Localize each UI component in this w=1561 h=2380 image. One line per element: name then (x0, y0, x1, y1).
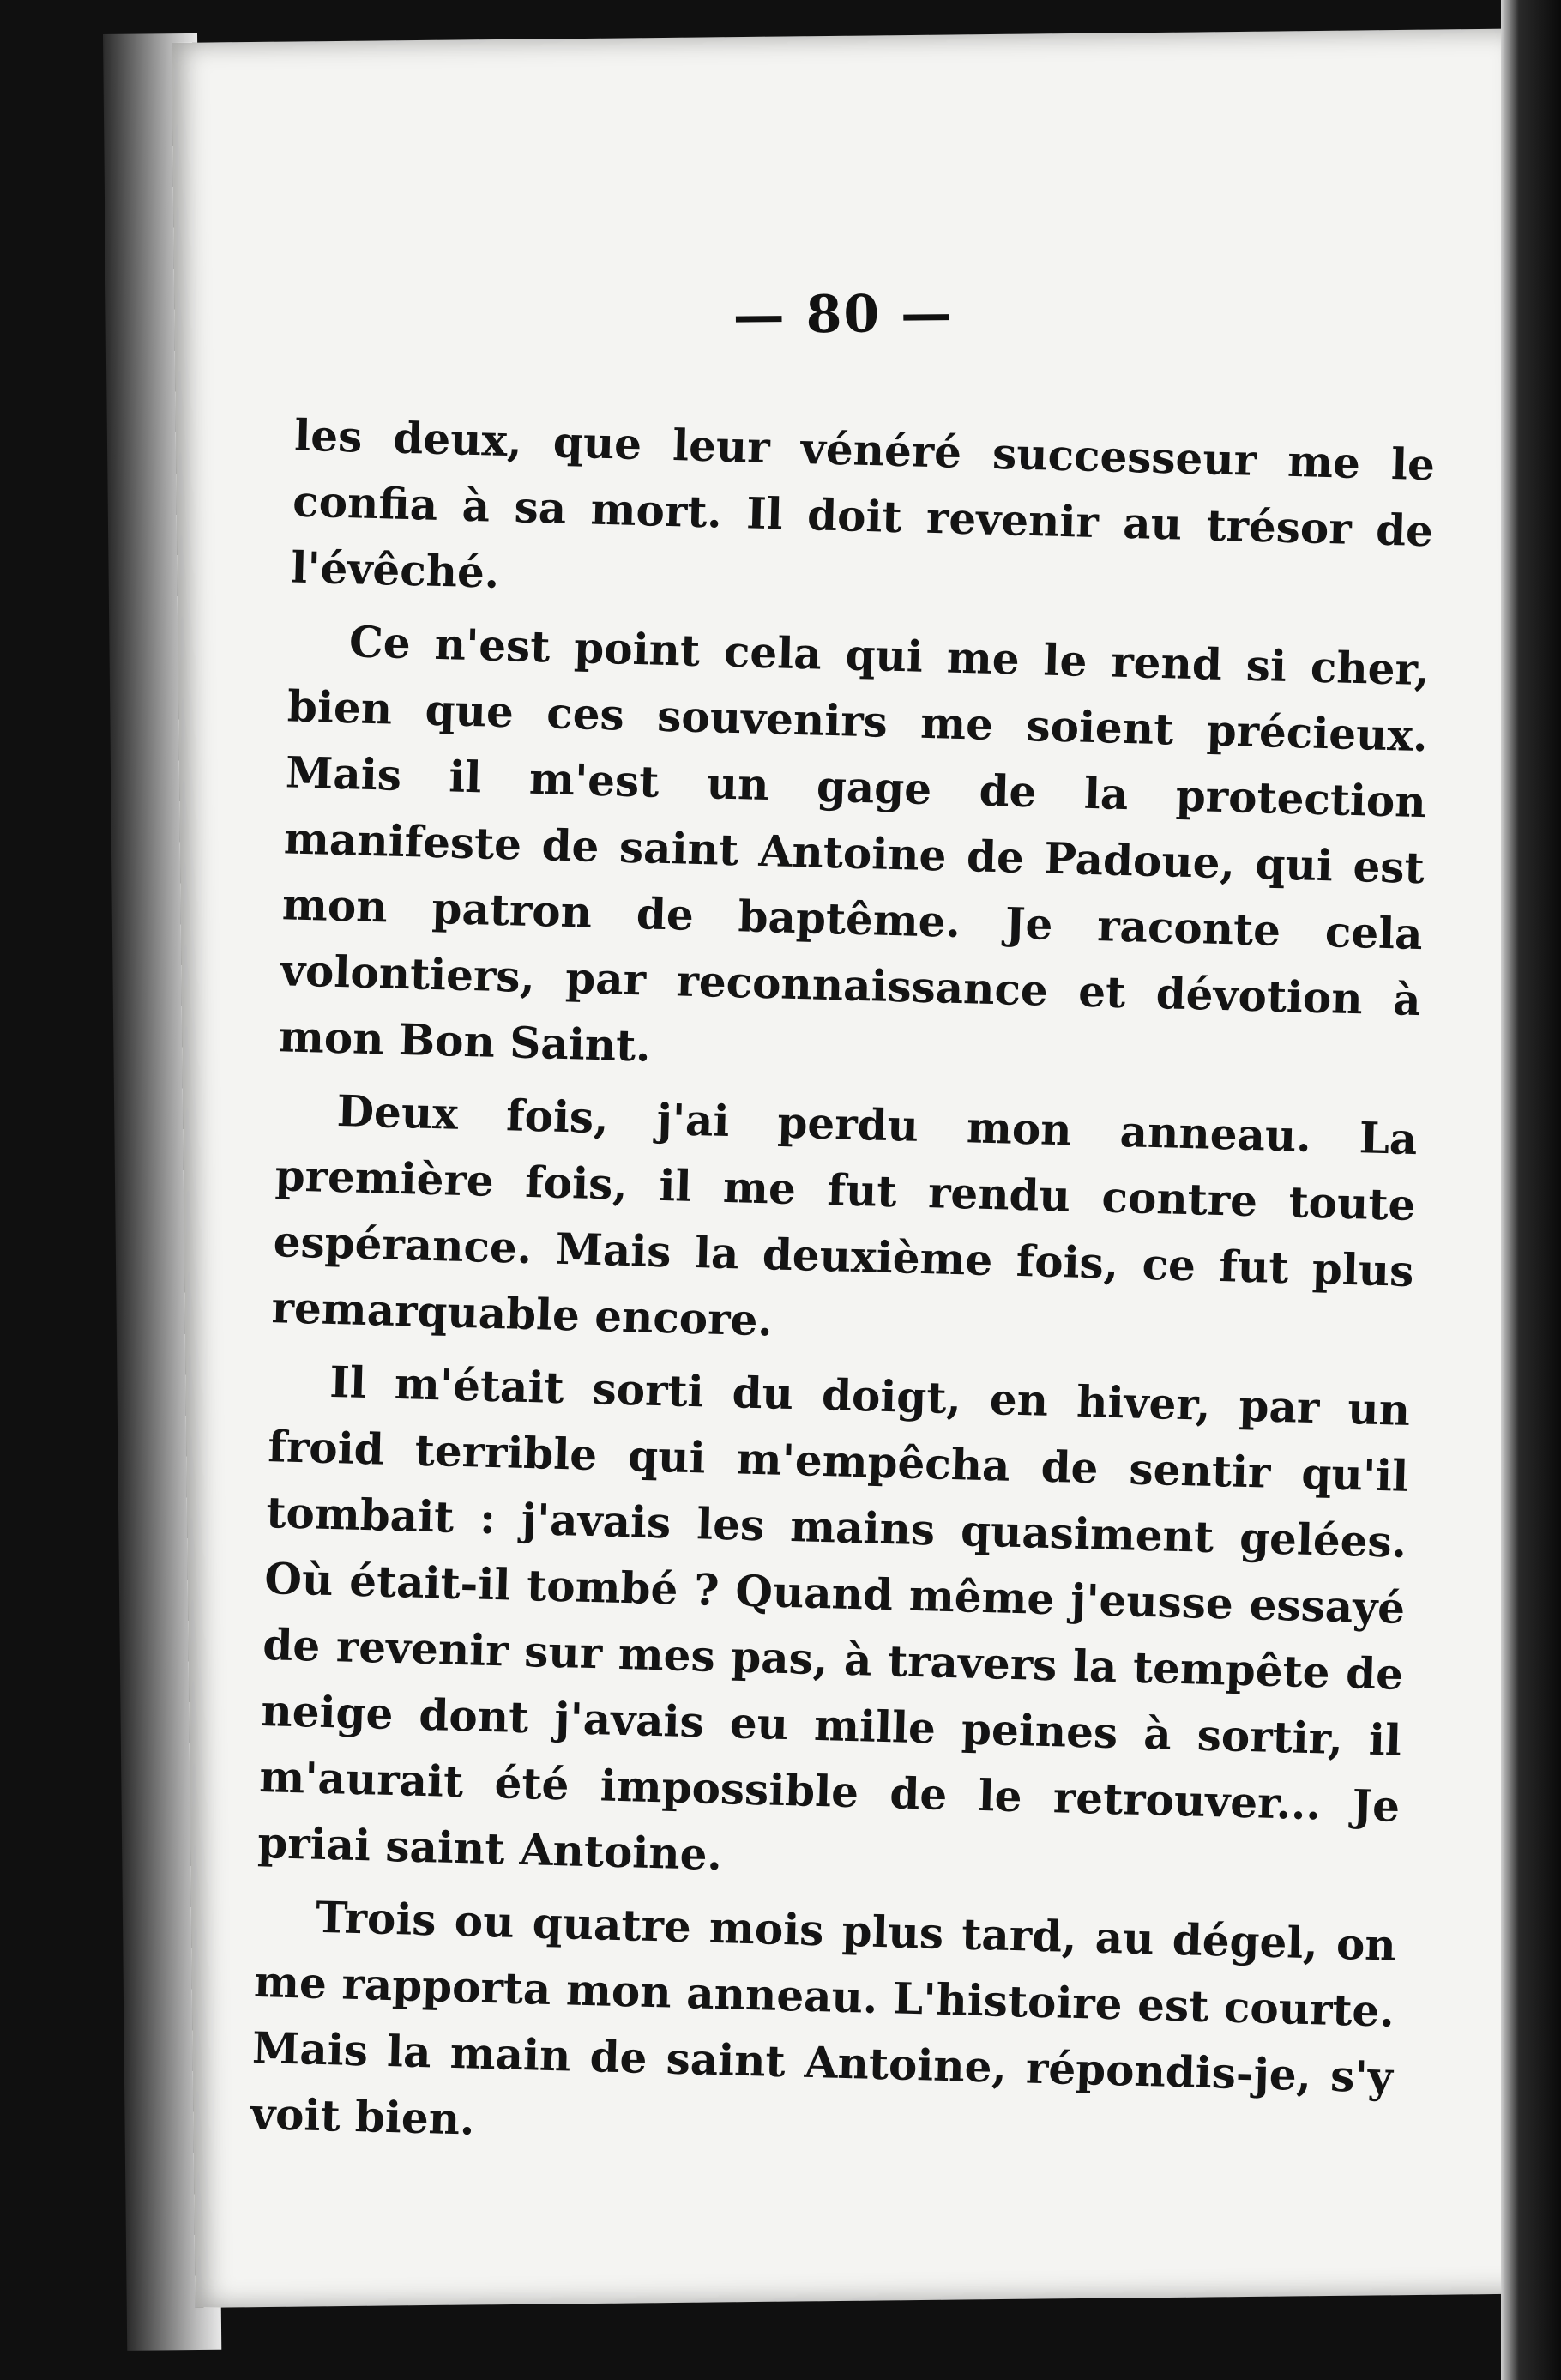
paragraph-1: les deux, que leur vénéré successeur me le confia à sa mort. Il doit revenir au trésor de l'évêché. (290, 409, 1436, 598)
paragraph-4: Il m'était sorti du doigt, en hiver, par un froid terrible qui m'empêcha de sentir qu'il tombait : j'avais les mains quasiment gelées. Où était-il tombé ? Quand même j'eusse essayé de revenir sur mes pas, à travers la tempête de neige dont j'avais eu mille peines à sortir, il m'aurait été impossible de le retrouver... Je priai saint Antoine. (256, 1356, 1411, 1881)
book-page (172, 29, 1534, 2308)
paragraph-3: Deux fois, j'ai perdu mon anneau. La première fois, il me fut rendu contre toute espérance. Mais la deuxième fois, ce fut plus remarquable encore. (270, 1085, 1419, 1346)
paragraph-5: Trois ou quatre mois plus tard, au dégel, on me rapporta mon anneau. L'histoire est courte. Mais la main de saint Antoine, répondis-je, s'y voit bien. (250, 1891, 1397, 2145)
scan-right-edge (1501, 0, 1561, 2380)
page-number: — 80 — (732, 283, 955, 347)
body-text (250, 402, 1436, 2184)
paragraph-2: Ce n'est point cela qui me le rend si cher, bien que ces souvenirs me soient précieux. Mais il m'est un gage de la protection manifeste de saint Antoine de Padoue, qui est mon patron de baptême. Je raconte cela volontiers, par reconnaissance et dévotion à mon Bon Saint. (278, 616, 1431, 1072)
